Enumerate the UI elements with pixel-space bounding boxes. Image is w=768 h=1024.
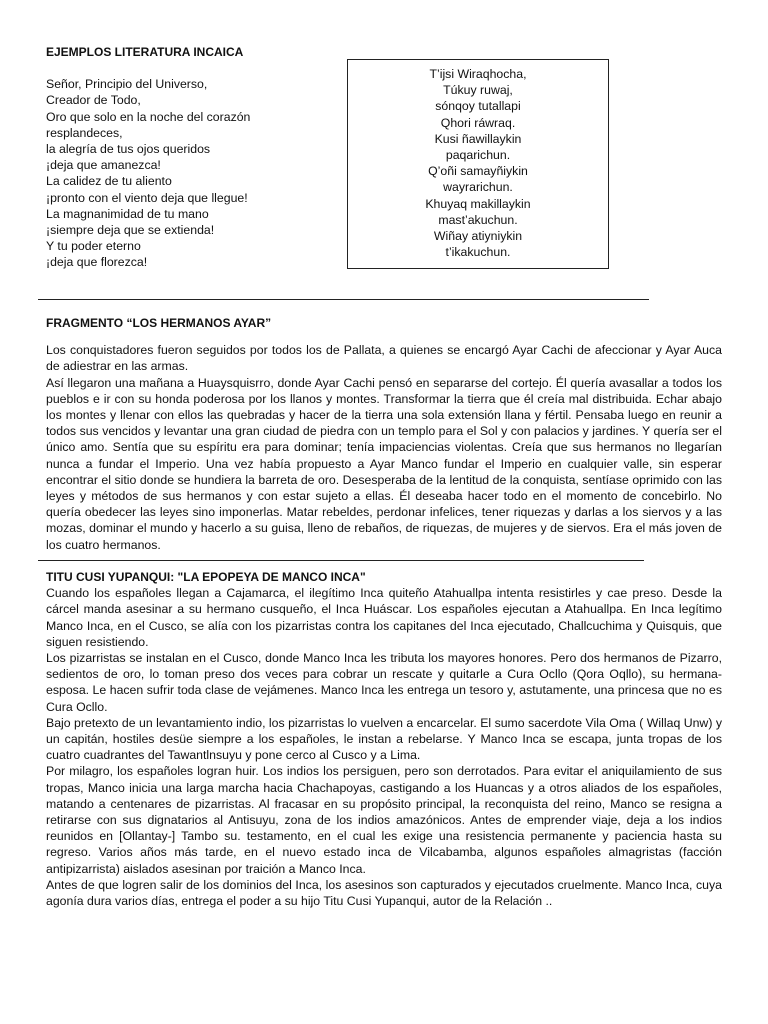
poem-line: Túkuy ruwaj, (443, 83, 513, 98)
poem-line: Y tu poder eterno (46, 239, 141, 254)
poem-line: paqarichun. (445, 148, 511, 163)
poem-line: mast’akuchun. (438, 212, 518, 227)
poem-line: Qhori ráwraq. (440, 115, 516, 130)
paragraph: Los conquistadores fueron seguidos por todos los de Pallata, a quienes se encargó Ayar Cachi de afeccionar y Ayar Auca de adiestrar en las armas. (46, 343, 722, 374)
poem-line: ¡pronto con el viento deja que llegue! (46, 190, 248, 205)
poem-line: Señor, Principio del Universo, (46, 77, 208, 92)
poem-line: Oro que solo en la noche del corazón (46, 109, 251, 124)
poem-line: sónqoy tutallapi (435, 99, 521, 114)
fragment-ayar-section (46, 315, 722, 553)
poem-line: ¡siempre deja que se extienda! (46, 223, 215, 238)
section-heading-incaica: EJEMPLOS LITERATURA INCAICA (46, 45, 244, 59)
divider-line (38, 560, 644, 561)
poem-line: wayrarichun. (443, 180, 513, 195)
paragraph: Antes de que logren salir de los dominios del Inca, los asesinos son capturados y ejecutados cruelmente. Manco Inca, cuya agonía dura varios días, entrega el poder a su hijo Titu Cusi Yupanqui, autor de la Relación .. (46, 877, 722, 909)
poem-line: La calidez de tu aliento (46, 174, 172, 189)
poem-line: Khuyaq makillaykin (425, 196, 531, 211)
spanish-poem (46, 44, 336, 271)
section-heading-ayar: FRAGMENTO “LOS HERMANOS AYAR” (46, 316, 272, 330)
paragraph: Así llegaron una mañana a Huaysquisrro, donde Ayar Cachi pensó en separarse del cortejo. Él quería avasallar a todos los pueblos e ir con su honda poderosa por los llanos y montes. Transformar la tierra que él creía mal distribuida. Echar abajo los montes y llenar con ellos las quebradas y hacer de la tierra una sola extensión llana y fértil. Pensaba luego en reunir a todos sus vencidos y levantar una gran ciudad de piedra con un templo para el Sol y con palacios y jardines. Y quería ser el único amo. Sentía que su espíritu era para dominar; tenía impaciencias violentas. Creía que sus hermanos no llegarían nunca a fundar el Imperio. Una vez había propuesto a Ayar Manco fundar el Imperio en cualquier valle, sin esperar encontrar el sitio donde se hundiera la barreta de oro. Desesperaba de la lentitud de la conquista, sentíase oprimido con las leyes y métodos de sus hermanos y con estar sujeto a ellas. Él deseaba hacer todo en el momento de concebirlo. No quería obedecer las leyes sino imponerlas. Matar rebeldes, perdonar infelices, tener riquezas y darlas a los siervos y a las mozas, dominar el mundo y hacerlo a su guisa, lleno de rebaños, de riquezas, de mujeres y de siervos. Era el más joven de los cuatro hermanos. (46, 375, 722, 552)
paragraph: Cuando los españoles llegan a Cajamarca, el ilegítimo Inca quiteño Atahuallpa intenta resistirles y cae preso. Desde la cárcel manda asesinar a su hermano cusqueño, el Inca Huáscar. Los españoles ejecutan a Atahuallpa. En Inca legítimo Manco Inca, en el Cusco, se alía con los pizarristas contra los capitanes del Inca ejecutado, Challcuchima y Quisquis, que siguen resistiendo. (46, 586, 722, 649)
poem-line: resplandeces, (46, 125, 123, 140)
poem-line: Wiñay atiyniykin (433, 229, 523, 244)
paragraph: Por milagro, los españoles logran huir. Los indios los persiguen, pero son derrotados. Para evitar el aniquilamiento de sus tropas, Manco inicia una larga marcha hacia Chachapoyas, castigando a los Huancas y a otros aliados de los españoles, matando a centenares de pizarristas. Al fracasar en su propósito principal, la reconquista del reino, Manco se resigna a retirarse con sus dignatarios al Antisuyu, zona de los indios amazónicos. Antes de emprender viaje, deja a los indios reunidos en [Ollantay-] Tambo su. testamento, en el cual les exige una resistencia permanente y paciencia hasta su regreso. Varios años más tarde, en el nuevo estado inca de Vilcabamba, algunos españoles almagristas (facción antipizarrista) aislados asesinan por traición a Manco Inca. (46, 764, 722, 876)
poem-line: Q’oñi samayñiykin (428, 164, 528, 179)
poem-line: La magnanimidad de tu mano (46, 206, 209, 221)
poem-line: la alegría de tus ojos queridos (46, 142, 211, 157)
titu-cusi-section (46, 569, 722, 909)
divider-line (38, 299, 649, 300)
poem-line: Kusi ñawillaykin (434, 131, 522, 146)
poem-line: ¡deja que amanezca! (46, 158, 161, 173)
poem-line: ¡deja que florezca! (46, 255, 148, 270)
paragraph: Los pizarristas se instalan en el Cusco, donde Manco Inca les tributa los mayores honores. Pero dos hermanos de Pizarro, sedientos de oro, lo toman preso dos veces para cobrar un rescate y quitarle a Cura Ocllo (Qora Oqllo), su hermana-esposa. Le hacen sufrir toda clase de vejámenes. Manco Inca les entrega un tesoro y, astutamente, una princesa que no es Cura Ocllo. (46, 651, 722, 714)
spanish-poem-lines (46, 76, 336, 270)
poem-line: T’ijsi Wiraqhocha, (429, 67, 527, 81)
poem-line: t’ikakuchun. (445, 245, 511, 260)
paragraph: Bajo pretexto de un levantamiento indio, los pizarristas lo vuelven a encarcelar. El sumo sacerdote Vila Oma ( Willaq Unw) y un capitán, hostiles desüe siempre a los españoles, le instan a rebelarse. Y Manco Inca se escapa, junta tropas de los cuatro cuadrantes del Tawantlnsuyu y pone cerco al Cusco y a Lima. (46, 715, 722, 763)
quechua-poem-box (347, 59, 609, 269)
poem-line: Creador de Todo, (46, 93, 141, 108)
section-heading-titu-cusi: TITU CUSI YUPANQUI: "LA EPOPEYA DE MANCO INCA" (46, 570, 366, 584)
